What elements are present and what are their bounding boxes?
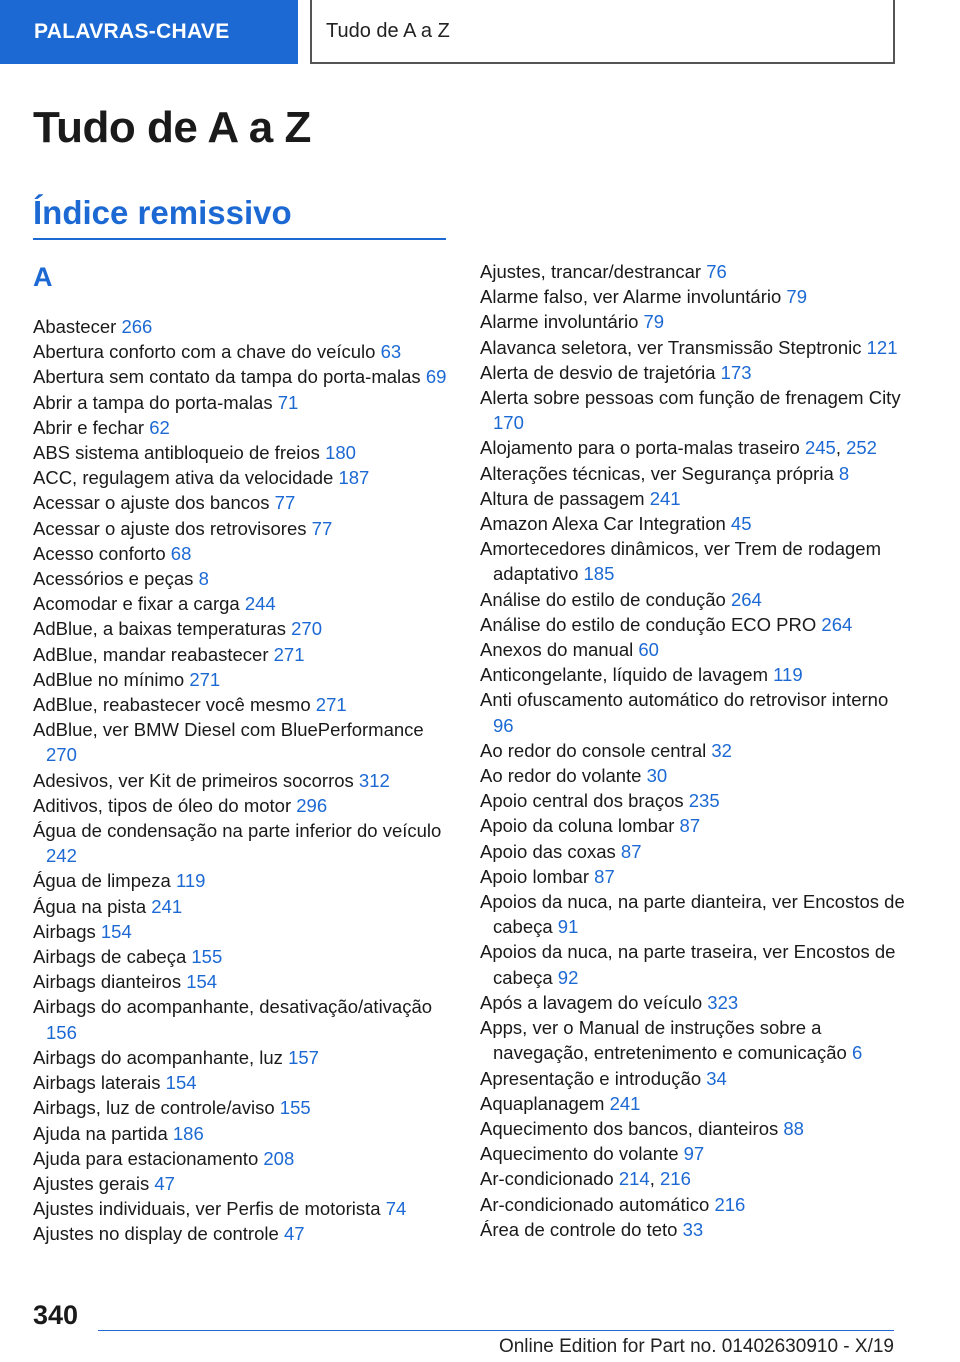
index-entry bbox=[33, 818, 453, 868]
index-entry-text: Amazon Alexa Car Integration bbox=[480, 513, 726, 535]
page-reference-link[interactable]: 8 bbox=[198, 568, 209, 590]
page-reference-link[interactable]: 271 bbox=[189, 668, 221, 690]
page-reference-link[interactable]: 296 bbox=[296, 794, 328, 816]
index-entry bbox=[480, 662, 905, 687]
index-entry bbox=[480, 1116, 905, 1141]
page-reference-link[interactable]: 173 bbox=[720, 361, 752, 383]
index-entry bbox=[33, 314, 453, 339]
header-section-box bbox=[310, 0, 895, 64]
page-reference-link[interactable]: 216 bbox=[714, 1193, 746, 1215]
index-entry bbox=[33, 642, 453, 667]
index-entry bbox=[33, 1171, 453, 1196]
page-reference-link[interactable]: 71 bbox=[277, 391, 299, 413]
index-title: Índice remissivo bbox=[33, 194, 292, 231]
index-entry bbox=[33, 894, 453, 919]
index-entry-text: AdBlue, a baixas temperaturas bbox=[33, 618, 286, 640]
index-entry-text: Airbags do acompanhante, luz bbox=[33, 1046, 283, 1068]
index-entry-text: Apoios da nuca, na parte dianteira, ver Encostos de cabeça bbox=[480, 891, 905, 938]
index-entry-text: Apoio lombar bbox=[480, 865, 590, 887]
index-entry bbox=[480, 738, 905, 763]
index-entry-text: Ao redor do volante bbox=[480, 765, 642, 787]
index-entry-text: Ajustes no display de controle bbox=[33, 1223, 279, 1245]
index-letter-heading: A bbox=[33, 262, 53, 292]
index-entry bbox=[480, 637, 905, 662]
index-entry bbox=[33, 994, 453, 1044]
index-entry-text: Airbags, luz de controle/aviso bbox=[33, 1097, 275, 1119]
index-entry-text: Aquecimento dos bancos, dianteiros bbox=[480, 1117, 779, 1139]
page-reference-link[interactable]: 92 bbox=[557, 966, 579, 988]
index-entry-text: Ajuda na partida bbox=[33, 1122, 168, 1144]
page-reference-link[interactable]: 88 bbox=[783, 1117, 804, 1139]
index-entry-text: Adesivos, ver Kit de primeiros socorros bbox=[33, 769, 354, 791]
footer-divider bbox=[98, 1330, 894, 1331]
index-entry-text: Apresentação e introdução bbox=[480, 1067, 702, 1089]
index-entry bbox=[33, 667, 453, 692]
index-column-left bbox=[33, 314, 453, 1247]
index-entry bbox=[480, 864, 905, 889]
index-entry-text: Acessar o ajuste dos bancos bbox=[33, 492, 270, 514]
page-reference-link[interactable]: 241 bbox=[151, 895, 183, 917]
index-entry bbox=[480, 763, 905, 788]
index-entry-text: Aditivos, tipos de óleo do motor bbox=[33, 794, 292, 816]
index-entry-text: Alavanca seletora, ver Transmissão Steptronic bbox=[480, 336, 862, 358]
index-entry bbox=[480, 511, 905, 536]
index-entry bbox=[480, 788, 905, 813]
index-entry-text: AdBlue, ver BMW Diesel com BluePerformance bbox=[33, 719, 424, 741]
index-entry bbox=[33, 1070, 453, 1095]
index-entry-text: AdBlue no mínimo bbox=[33, 668, 185, 690]
index-entry bbox=[33, 692, 453, 717]
page-reference-link[interactable]: 68 bbox=[170, 542, 192, 564]
page-reference-link[interactable]: 79 bbox=[643, 311, 665, 333]
page-reference-link[interactable]: 216 bbox=[660, 1168, 691, 1190]
page-reference-link[interactable]: 241 bbox=[609, 1092, 641, 1114]
index-entry-text: Após a lavagem do veículo bbox=[480, 991, 703, 1013]
index-entry-text: Análise do estilo de condução bbox=[480, 588, 726, 610]
page-reference-link[interactable]: 77 bbox=[274, 492, 296, 514]
page-reference-link[interactable]: 270 bbox=[46, 744, 77, 766]
index-entry bbox=[33, 919, 453, 944]
index-entry bbox=[33, 1196, 453, 1221]
index-entry-text: Airbags dianteiros bbox=[33, 971, 182, 993]
page-reference-link[interactable]: 91 bbox=[557, 916, 579, 938]
index-entry bbox=[33, 440, 453, 465]
index-entry bbox=[33, 1045, 453, 1070]
index-entry-text: Acomodar e fixar a carga bbox=[33, 593, 240, 615]
page-reference-link[interactable]: 30 bbox=[646, 765, 668, 787]
index-entry-text: Airbags do acompanhante, desativação/ativação bbox=[33, 996, 433, 1018]
index-entry-text: Abrir e fechar bbox=[33, 416, 145, 438]
index-entry bbox=[480, 1066, 905, 1091]
index-entry-text: Abrir a tampa do porta-malas bbox=[33, 391, 273, 413]
index-entry bbox=[33, 1121, 453, 1146]
index-entry-text: Alerta sobre pessoas com função de frenagem City bbox=[480, 387, 901, 409]
index-entry bbox=[480, 939, 905, 989]
page-reference-link[interactable]: 77 bbox=[311, 517, 333, 539]
index-entry-text: Ajustes individuais, ver Perfis de motorista bbox=[33, 1198, 381, 1220]
header-section-label: Tudo de A a Z bbox=[326, 19, 450, 42]
index-entry-text: AdBlue, mandar reabastecer bbox=[33, 643, 269, 665]
page-reference-link[interactable]: 154 bbox=[186, 971, 218, 993]
index-entry bbox=[33, 969, 453, 994]
index-entry-text: Anticongelante, líquido de lavagem bbox=[480, 664, 768, 686]
page-reference-link[interactable]: 87 bbox=[620, 840, 642, 862]
footer-edition: Online Edition for Part no. 01402630910 - X/19 bbox=[498, 1336, 894, 1357]
index-entry bbox=[480, 889, 905, 939]
index-entry-text: Alterações técnicas, ver Segurança própria bbox=[480, 462, 834, 484]
index-entry bbox=[33, 1146, 453, 1171]
index-entry-text: Alojamento para o porta-malas traseiro bbox=[480, 437, 800, 459]
page-reference-link[interactable]: 60 bbox=[638, 639, 659, 661]
index-entry-text: Apoios da nuca, na parte traseira, ver Encostos de cabeça bbox=[480, 941, 896, 988]
index-entry bbox=[33, 1221, 453, 1246]
page-reference-link[interactable]: 270 bbox=[291, 618, 322, 640]
page-reference-link[interactable]: 97 bbox=[683, 1143, 705, 1165]
header-tab-label: PALAVRAS-CHAVE bbox=[34, 20, 230, 43]
header-keyword-tab[interactable] bbox=[0, 0, 298, 64]
index-entry-text: Ajuda para estacionamento bbox=[33, 1147, 259, 1169]
index-entry bbox=[480, 461, 905, 486]
index-entry-text: Área de controle do teto bbox=[480, 1218, 678, 1240]
index-entry-text: Apoio da coluna lombar bbox=[480, 815, 675, 837]
index-entry bbox=[480, 687, 905, 737]
page-reference-link[interactable]: 34 bbox=[706, 1067, 727, 1089]
index-entry-text: Aquaplanagem bbox=[480, 1092, 605, 1114]
page-reference-link[interactable]: 187 bbox=[338, 467, 370, 489]
page-reference-link[interactable]: 264 bbox=[821, 613, 853, 635]
page-reference-link[interactable]: 154 bbox=[100, 920, 132, 942]
page-reference-link[interactable]: 119 bbox=[773, 664, 803, 686]
page-reference-link[interactable]: 208 bbox=[263, 1147, 295, 1169]
index-entry-text: Acessórios e peças bbox=[33, 568, 194, 590]
page-reference-link[interactable]: 157 bbox=[288, 1046, 319, 1068]
page-reference-link[interactable]: 271 bbox=[273, 643, 305, 665]
page-reference-link[interactable]: 96 bbox=[493, 714, 514, 736]
index-entry bbox=[33, 541, 453, 566]
index-entry: Alojamento para o porta-malas traseiro 245, 252 bbox=[480, 437, 877, 459]
page-reference-link[interactable]: 235 bbox=[688, 790, 720, 812]
index-entry-text: Água de condensação na parte inferior do veículo bbox=[33, 820, 442, 842]
index-entry bbox=[480, 486, 905, 511]
page-reference-link[interactable]: 180 bbox=[325, 442, 356, 464]
page-reference-link[interactable]: 119 bbox=[175, 870, 206, 892]
index-entry-text: Abastecer bbox=[33, 316, 117, 337]
index-entry bbox=[480, 259, 905, 284]
index-entry-text: Anexos do manual bbox=[480, 639, 634, 661]
page-reference-link[interactable]: 87 bbox=[594, 865, 615, 887]
index-entry-text: Ar-condicionado automático bbox=[480, 1193, 710, 1215]
index-entry bbox=[480, 536, 905, 586]
page-reference-link[interactable]: 245 bbox=[804, 437, 836, 459]
page-reference-link[interactable]: 45 bbox=[730, 513, 752, 535]
index-entry bbox=[480, 1141, 905, 1166]
page-reference-link[interactable]: 74 bbox=[385, 1198, 407, 1220]
index-entry-text: Anti ofuscamento automático do retrovisor interno bbox=[480, 689, 889, 711]
page-reference-link[interactable]: 47 bbox=[154, 1172, 175, 1194]
index-entry: Ar-condicionado 214, 216 bbox=[480, 1168, 691, 1190]
index-entry bbox=[480, 1192, 905, 1217]
index-entry-text: Alerta de desvio de trajetória bbox=[480, 361, 716, 383]
index-entry bbox=[480, 1015, 905, 1065]
index-entry-text: Airbags bbox=[33, 920, 96, 942]
page-reference-link[interactable]: 271 bbox=[315, 694, 347, 716]
index-entry bbox=[33, 465, 453, 490]
index-entry bbox=[480, 612, 905, 637]
page-reference-link[interactable]: 312 bbox=[358, 769, 390, 791]
index-entry-text: Análise do estilo de condução ECO PRO bbox=[480, 613, 817, 635]
index-entry bbox=[480, 813, 905, 838]
index-entry-text: AdBlue, reabastecer você mesmo bbox=[33, 694, 311, 716]
page-reference-link[interactable]: 156 bbox=[46, 1021, 77, 1043]
index-entry-text: Apoio das coxas bbox=[480, 840, 616, 862]
index-entry-text: ACC, regulagem ativa da velocidade bbox=[33, 467, 334, 489]
page-reference-link[interactable]: 47 bbox=[283, 1223, 305, 1245]
index-entry-text: Airbags de cabeça bbox=[33, 946, 187, 968]
index-entry-text: Acessar o ajuste dos retrovisores bbox=[33, 517, 307, 539]
index-entry-text: Ao redor do console central bbox=[480, 739, 707, 761]
page-reference-link[interactable]: 155 bbox=[279, 1097, 311, 1119]
index-entry-text: Apoio central dos braços bbox=[480, 790, 684, 812]
page-reference-link[interactable]: 62 bbox=[149, 416, 170, 438]
index-entry bbox=[480, 1091, 905, 1116]
page-reference-link[interactable]: 170 bbox=[493, 412, 524, 434]
index-entry bbox=[33, 868, 453, 893]
index-entry-text: Airbags laterais bbox=[33, 1072, 161, 1094]
page-reference-link[interactable]: 186 bbox=[172, 1122, 204, 1144]
page-reference-link[interactable]: 155 bbox=[191, 946, 223, 968]
page-reference-link[interactable]: 323 bbox=[707, 991, 739, 1013]
index-entry bbox=[33, 768, 453, 793]
index-entry bbox=[33, 1095, 453, 1120]
index-entry bbox=[480, 335, 905, 360]
index-entry bbox=[33, 591, 453, 616]
page-reference-link[interactable]: 6 bbox=[851, 1042, 863, 1064]
index-entry bbox=[33, 490, 453, 515]
index-entry bbox=[480, 360, 905, 385]
index-entry bbox=[33, 364, 453, 389]
page-reference-link[interactable]: 79 bbox=[786, 286, 807, 308]
index-entry-text: Alarme falso, ver Alarme involuntário bbox=[480, 286, 782, 308]
index-entry-text: Ar-condicionado bbox=[480, 1168, 614, 1190]
index-entry bbox=[33, 717, 453, 767]
page-reference-link[interactable]: 33 bbox=[682, 1218, 704, 1240]
index-entry bbox=[33, 390, 453, 415]
index-entry bbox=[480, 839, 905, 864]
index-entry-text: Aquecimento do volante bbox=[480, 1143, 679, 1165]
page-reference-link[interactable]: 154 bbox=[165, 1072, 197, 1094]
page-reference-link[interactable]: 214 bbox=[618, 1168, 650, 1190]
index-entry bbox=[33, 793, 453, 818]
page-reference-link[interactable]: 241 bbox=[649, 487, 681, 509]
index-entry bbox=[33, 566, 453, 591]
page-reference-link[interactable]: 264 bbox=[730, 588, 762, 610]
index-entry-text: Apps, ver o Manual de instruções sobre a navegação, entretenimento e comunicação bbox=[480, 1017, 847, 1064]
index-column-right bbox=[480, 259, 905, 1242]
index-entry-text: Ajustes, trancar/destrancar bbox=[480, 261, 702, 282]
page-reference-link[interactable]: 76 bbox=[706, 261, 727, 282]
index-entry-text: Amortecedores dinâmicos, ver Trem de rodagem adaptativo bbox=[480, 538, 882, 585]
page-reference-link[interactable]: 244 bbox=[244, 593, 276, 615]
page-reference-link[interactable]: 32 bbox=[711, 739, 732, 761]
index-entry bbox=[33, 616, 453, 641]
index-entry bbox=[33, 516, 453, 541]
page-reference-link[interactable]: 8 bbox=[838, 462, 850, 484]
index-entry-text: Água na pista bbox=[33, 895, 147, 917]
index-entry bbox=[33, 339, 453, 364]
page-reference-link[interactable]: 185 bbox=[583, 563, 615, 585]
index-entry bbox=[480, 990, 905, 1015]
index-entry bbox=[33, 415, 453, 440]
index-entry-text: Abertura sem contato da tampa do porta-malas bbox=[33, 366, 421, 388]
page-reference-link[interactable]: 63 bbox=[380, 341, 402, 363]
index-entry-text: ABS sistema antibloqueio de freios bbox=[33, 442, 320, 464]
index-entry-text: Abertura conforto com a chave do veículo bbox=[33, 341, 376, 363]
index-entry bbox=[480, 587, 905, 612]
index-entry bbox=[480, 385, 905, 435]
title-divider bbox=[33, 238, 446, 240]
index-entry bbox=[33, 944, 453, 969]
index-entry-text: Ajustes gerais bbox=[33, 1172, 150, 1194]
index-entry-text: Acesso conforto bbox=[33, 542, 166, 564]
page-reference-link[interactable]: 242 bbox=[46, 845, 77, 867]
index-entry-text: Água de limpeza bbox=[33, 870, 171, 892]
page-reference-link[interactable]: 121 bbox=[866, 336, 898, 358]
index-entry bbox=[480, 309, 905, 334]
page-number: 340 bbox=[33, 1300, 79, 1330]
index-entry-text: Alarme involuntário bbox=[480, 311, 639, 333]
page-reference-link[interactable]: 252 bbox=[846, 437, 877, 459]
page-reference-link[interactable]: 87 bbox=[679, 815, 701, 837]
page-title: Tudo de A a Z bbox=[33, 103, 311, 152]
index-entry bbox=[480, 284, 905, 309]
page-reference-link[interactable]: 69 bbox=[425, 366, 447, 388]
index-entry-text: Altura de passagem bbox=[480, 487, 645, 509]
index-entry bbox=[480, 1217, 905, 1242]
page-reference-link[interactable]: 266 bbox=[121, 316, 153, 337]
